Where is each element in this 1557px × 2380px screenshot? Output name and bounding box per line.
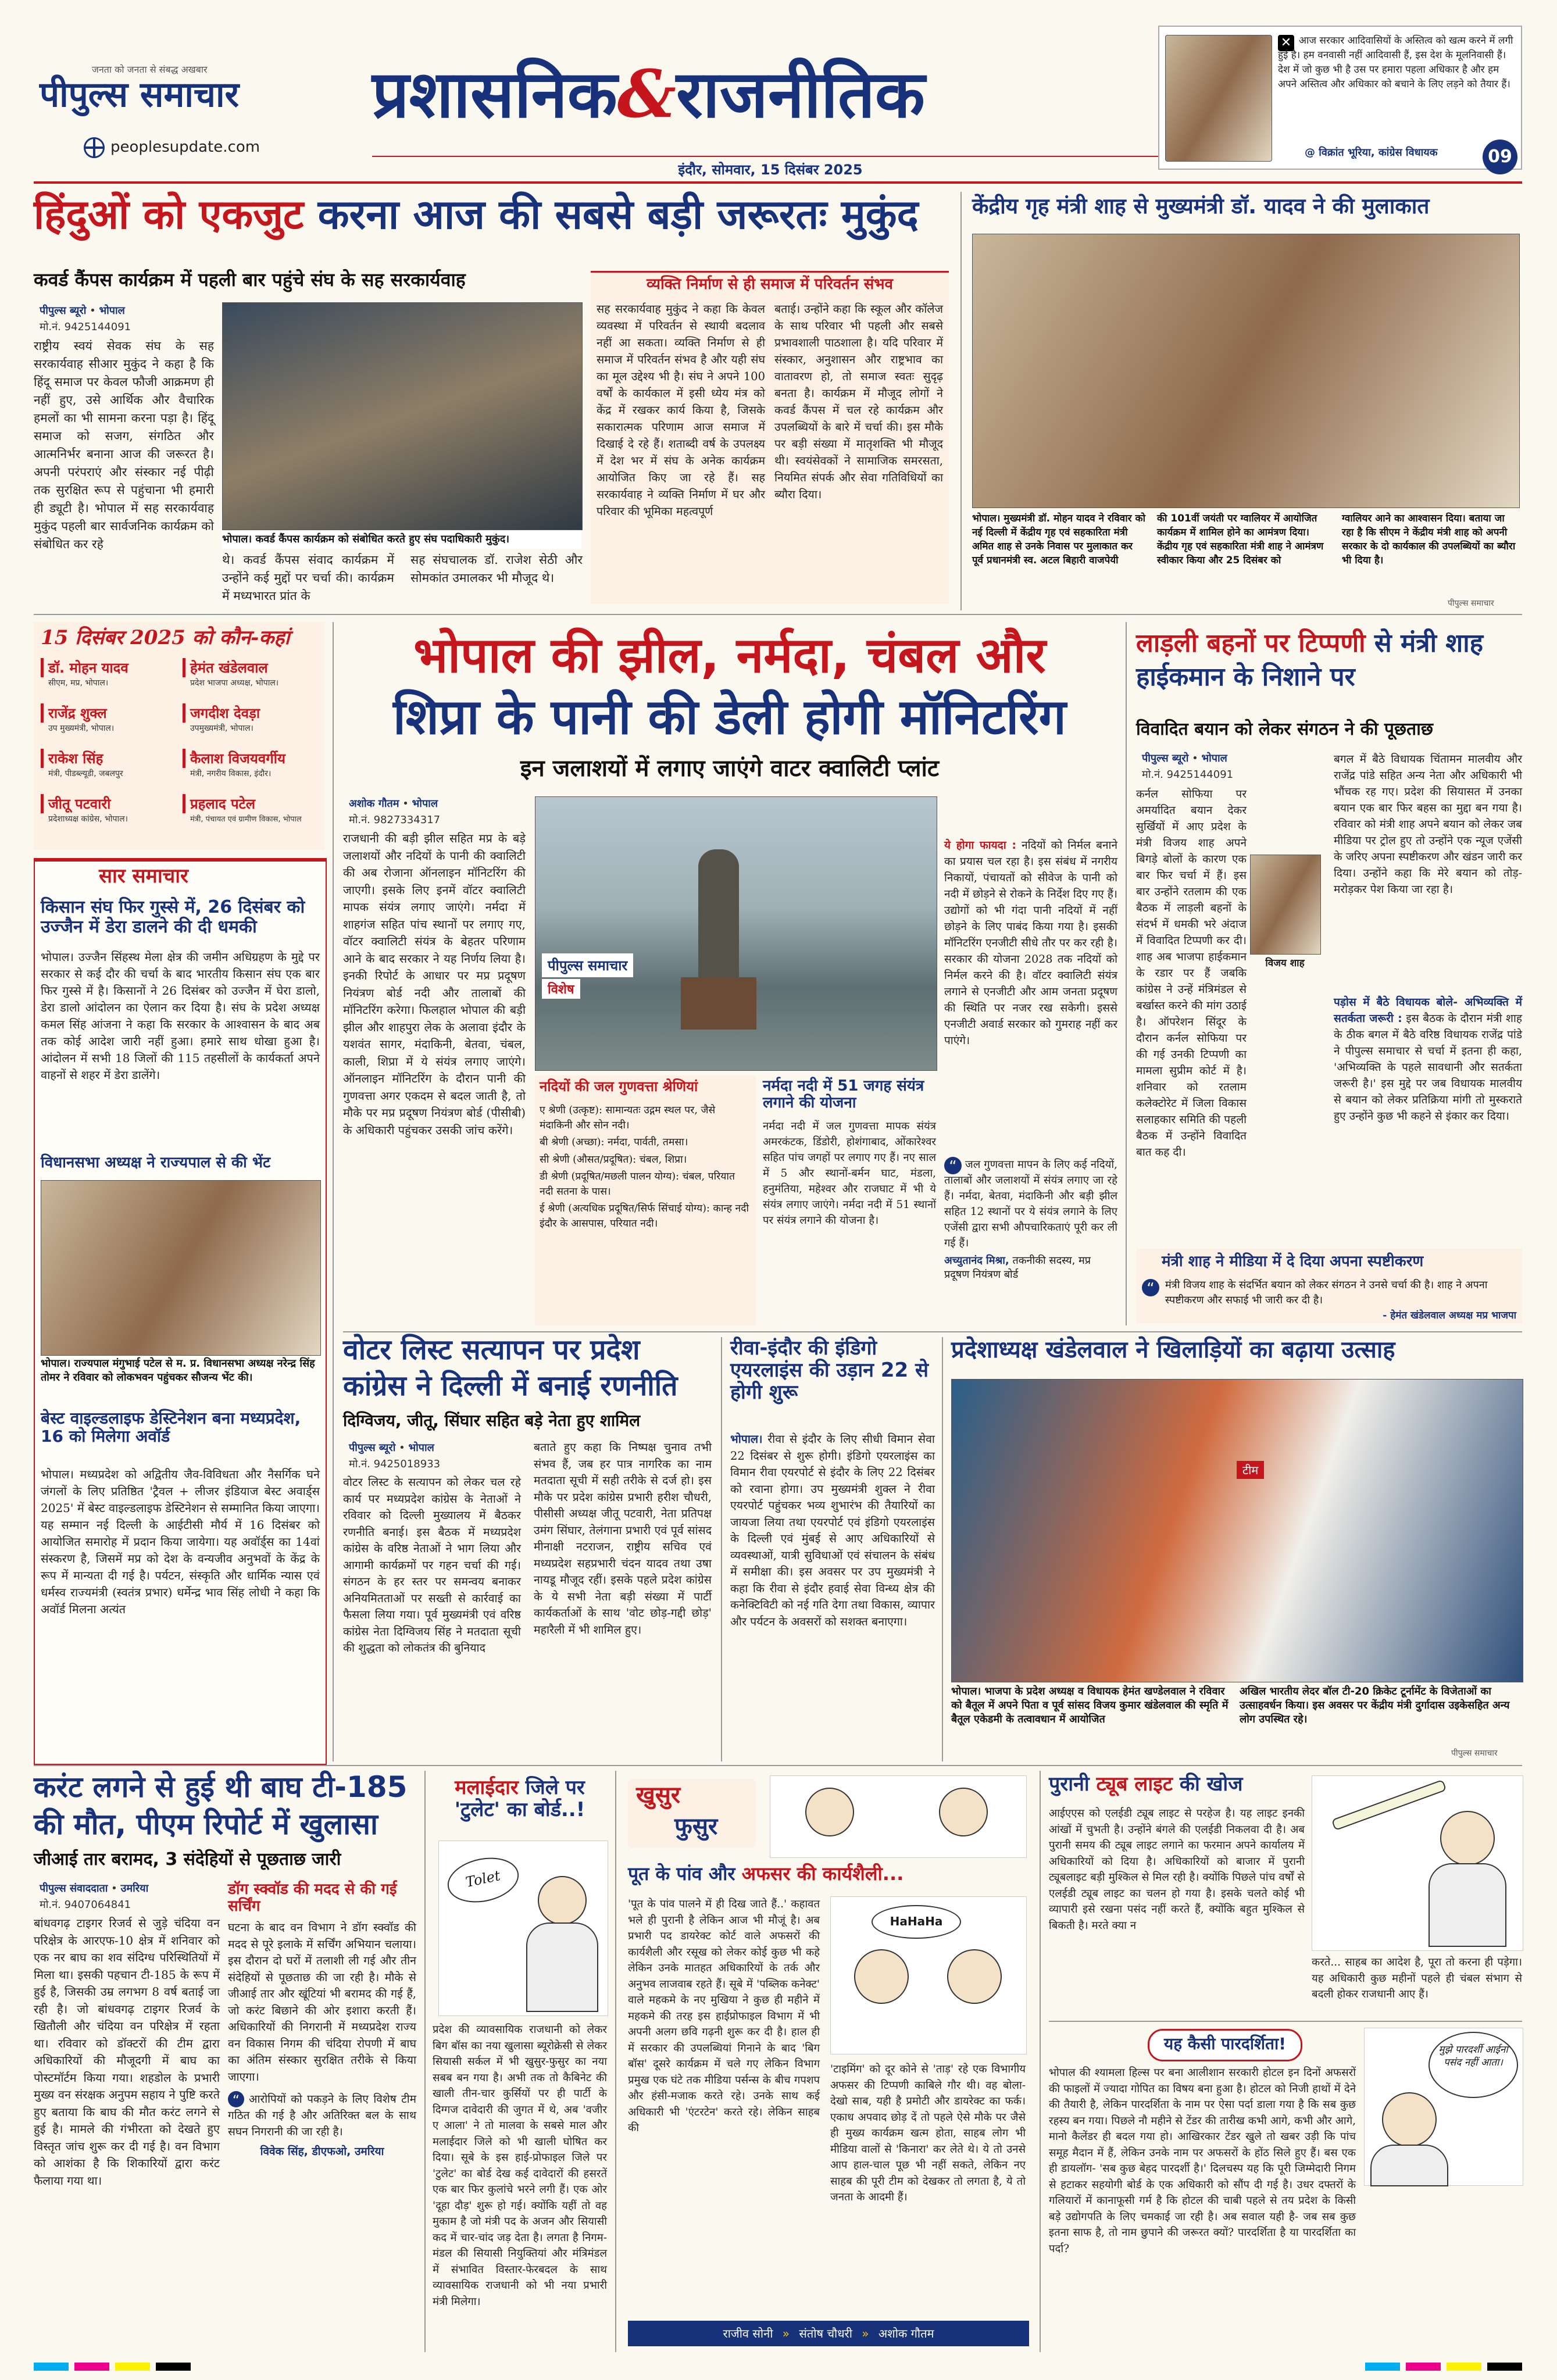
item2-headline-b: अफसर की कार्यशैली...: [741, 1863, 904, 1885]
quote-mark-icon: “: [228, 2091, 244, 2107]
lakes-quote-author-role: तकनीकी सदस्य, मप्र प्रदूषण नियंत्रण बोर्ड: [944, 1255, 1091, 1281]
divider-khusur-tubelight: [1040, 1771, 1041, 2352]
lakes-photo-brand: पीपुल्स समाचार: [548, 957, 628, 974]
reg-yellow: [115, 2363, 150, 2371]
item2-col-2: 'टाइमिंग' को दूर कोने से 'ताड़' रहे एक विभागीय अफसर की टिप्पणी काबिले गौर थी। वह बोला- देखो साब, यही है प्रमोटी और डायरेक्ट का फर्क। एकाध अपवाद छोड़ दें तो पहले ऐसे मौके पर जैसे ही मुख्य कार्यक्रम खत्म होता, साहब लोग भी मीडिया वालों से 'किनारा' कर लेते थे। ये तो उनसे आप हाल-चाल पूछ भी नहीं सकते, लेकिन नए साहब की पूरी टीम को देखकर तो लगता है, ये तो जनता के आदमी हैं।: [830, 2063, 1026, 2203]
narmada-body: नर्मदा नदी में जल गुणवत्ता मापक संयंत्र अमरकंटक, डिंडोरी, होशंगाबाद, ओंकारेश्वर सहित पांच जगहों पर लगाए गए हैं। नए साल में 5 और स्थानों-बर्मन घाट, मंडला, हनुमंतिया, महेश्वर और राजघाट में भी ये संयंत्र लगाए जाएंगे। नर्मदा नदी में 51 स्थानों पर संयंत्र लगाने की योजना है।: [763, 1120, 936, 1227]
person-name: राकेश सिंह: [41, 749, 174, 768]
speech-bubble-text: मुझे पारदर्शी आईना पसंद नहीं आता।: [1438, 2044, 1508, 2068]
section-title-amp: &: [617, 56, 676, 133]
khandelwal-caption-2: अखिल भारतीय लेदर बॉल टी-20 क्रिकेट टूर्नामेंट के विजेताओं का उत्साहवर्धन किया। इस अवसर पर केंद्रीय मंत्री दुर्गादास उइकेसहित अन्य लोग उपस्थित रहे।: [1240, 1685, 1510, 1725]
tubelight-cartoon: [1312, 1775, 1523, 1951]
ladli-sub-title: पड़ोस में बैठे विधायक बोले- अभिव्यक्ति में सतर्कता जरूरी :: [1334, 996, 1522, 1025]
pardarshita-cartoon: [1364, 2028, 1523, 2186]
divider-left-col: [333, 622, 334, 1761]
person-detail: प्रदेशाध्यक्ष कांग्रेस, भोपाल।: [48, 814, 128, 824]
section-title-part-1: प्रशासनिक: [372, 57, 617, 133]
ladli-byline-name: पीपुल्स ब्यूरो: [1142, 752, 1189, 764]
mukund-byline: पीपुल्स ब्यूरो • भोपाल: [40, 305, 125, 317]
dog-quote-box: [228, 2091, 416, 2159]
divider-lakes-ladli: [1126, 622, 1127, 1325]
person-detail: उपमुख्यमंत्री, भोपाल।: [190, 724, 253, 733]
mukund-byline-city: भोपाल: [99, 305, 125, 317]
mukund-side-box-col-2: बताई। उन्होंने कहा कि स्कूल और कॉलेज के साथ परिवार भी पहली और सबसे प्रभावशाली पाठशाला है। यदि परिवार में संस्कार, अनुशासन और राष्ट्रभाव का वातावरण हो, तो समाज स्वतः सुदृढ़ बनता है। कार्यक्रम में मौजूद लोगों ने कवर्ड कैंपस में चल रहे कार्यक्रम और उपलब्धियों के बारे में चर्चा की। इस मौके पर बड़ी संख्या में मातृशक्ति भी मौजूद थी। स्वयंसेवकों ने सामाजिक समरसता, नियमित संपर्क और सेवा गतिविधियों का ब्यौरा दिया।: [774, 302, 943, 501]
brand-tagline: जनता को जनता से संबद्ध अखबार: [92, 64, 208, 75]
tubelight-cartoon-caption: करते... साहब का आदेश है, पूरा तो करना ही पड़ेगा। यह अधिकारी कुछ महीनों पहले ही चंबल संभाग से बदली होकर राजधानी आए हैं।: [1312, 1956, 1522, 2000]
lakes-quote-author-name: अच्युतानंद मिश्रा,: [944, 1255, 1009, 1267]
voter-headline-1: वोटर लिस्ट सत्यापन पर प्रदेश: [343, 1334, 640, 1366]
khandelwal-credit: पीपुल्स समाचार: [1451, 1749, 1498, 1758]
lakes-headline-1: भोपाल की झील, नर्मदा, चंबल और: [413, 627, 1046, 684]
hahaha-text: HaHaHa: [890, 1914, 943, 1928]
person-detail: मंत्री, पीडब्ल्यूडी, जबलपुर: [48, 769, 123, 778]
ladli-sub: [1334, 994, 1522, 1124]
quote-mark-icon: “: [944, 1157, 962, 1174]
lakes-headline-2: शिप्रा के पानी की डेली होगी मॉनिटरिंग: [393, 688, 1066, 745]
tiger-byline-name: पीपुल्स संवाददाता: [40, 1882, 108, 1895]
kisan-body: भोपाल। उज्जैन सिंहस्थ मेला क्षेत्र की जमीन अधिग्रहण के मुद्दे पर सरकार से कई दौर की चर्चा के बाद भारतीय किसान संघ एक बार फिर गुस्से में है। किसानों ने 26 दिसंबर को उज्जैन में घेरा डालो, डेरा डालो आंदोलन का ऐलान कर दिया है। संघ के प्रदेश अध्यक्ष कमल सिंह आंजना ने कहा कि सरकार के आश्वासन के बाद अब तक कोई आदेश जारी नहीं हुआ। हमारे साथ धोखा हुआ है। आंदोलन में सभी 18 जिलों की 115 तहसीलों के कार्यकर्ता अपने वाहनों से शहर में डेरा डालेंगे।: [41, 950, 320, 1082]
khusur-title-2: फुसुर: [674, 1813, 718, 1840]
tiger-phone: मो.नं. 9407064841: [40, 1899, 131, 1911]
lakes-subhead: इन जलाशयों में लगाए जाएंगे वाटर क्वालिटी प्लांट: [520, 755, 940, 782]
authors-bar: [628, 2321, 1029, 2346]
dog-title: डॉग स्क्वॉड की मदद से की गई सर्चिंग: [228, 1881, 397, 1916]
ladli-subhead: विवादित बयान को लेकर संगठन ने की पूछताछ: [1136, 719, 1433, 739]
flight-body-text: रीवा से इंदौर के लिए सीधी विमान सेवा 22 दिसंबर से शुरू होगी। इंडिगो एयरलाइंस का विमान रीवा एयरपोर्ट से इंदौर के लिए 22 दिसंबर को रवाना होगा। उप मुख्यमंत्री शुक्ल ने रीवा एयरपोर्ट पहुंचकर भव्य शुभारंभ की तैयारियों का जायजा लिया तथा एयरपोर्ट एवं इंडिगो एयरलाइंस के दिल्ली एवं मुंबई से आए अधिकारियों से व्यवस्थाओं, यात्री सुविधाओं एवं संचालन के संबंध में समीक्षा की। इस अवसर पर उप मुख्यमंत्री ने कहा कि रीवा से इंदौर हवाई सेवा विन्ध्य क्षेत्र की कनेक्टिविटी को नई गति देगा तथा विकास, व्यापार और पर्यटन के अवसरों को सशक्त बनाएगा।: [730, 1432, 935, 1628]
person-6: [183, 749, 317, 779]
page-number: 09: [1483, 140, 1517, 174]
person-1: [41, 658, 174, 688]
cartoon-body-2: [1429, 1863, 1506, 1947]
cartoon-head-3: [854, 1949, 909, 2004]
mukund-side-box: [591, 271, 949, 604]
quote-text: आज सरकार आदिवासियों के अस्तित्व को खत्म करने में लगी हुई है। हम वनवासी नहीं आदिवासी हैं, इस देश के मूलनिवासी हैं। देश में जो कुछ भी है उस पर हमारा पहला अधिकार है और हम अपने अस्तित्व और अधिकार को बचाने के लिए लड़ने को तैयार हैं।: [1278, 35, 1513, 90]
lakes-phone: मो.नं. 9827334317: [349, 814, 441, 826]
benefit-label: ये होगा फायदा :: [944, 839, 1016, 852]
author-sep-icon: »: [862, 2327, 869, 2340]
person-4: [183, 703, 317, 734]
voter-phone: मो.नं. 9425018933: [349, 1458, 441, 1470]
mukund-body-3: सह संघचालक डॉ. राजेश सेठी और सोमकांत उमालकर भी मौजूद थे।: [410, 553, 583, 585]
voter-byline-name: पीपुल्स ब्यूरो: [349, 1442, 396, 1454]
tiger-subhead: जीआई तार बरामद, 3 संदेहियों से पूछताछ जारी: [34, 1849, 341, 1870]
person-name: जीतू पटवारी: [41, 794, 174, 813]
benefit-body: नदियों को निर्मल बनाने का प्रयास चल रहा है। इस संबंध में नगरीय निकायों, पंचायतों को सीवेज के पानी को नदी में छोड़ने से रोकने के निर्देश दिए गए हैं। उद्योगों को भी गंदा पानी नदियों में नहीं छोड़ने के लिए पाबंद किया गया है। इसकी मॉनिटरिंग एनजीटी सीधे तौर पर कर रही है। सरकार की योजना 2028 तक नदियों को निर्मल करने की है। वॉटर क्वालिटी संयंत्र लगाने से एनजीटी और आम जनता प्रदूषण की स्थिति पर नजर रख सकेगी। इससे एनजीटी अवार्ड सरकार को गुमराह नहीं कर पाएंगे।: [944, 839, 1117, 1047]
quote-mark-icon: “: [1142, 1279, 1159, 1296]
whos-where-title: 15 दिसंबर 2025 को कौन-कहां: [41, 626, 290, 649]
item1-cartoon: [438, 1841, 608, 2016]
x-logo-icon: ✕: [1278, 35, 1294, 51]
cartoon-head-4: [947, 1949, 1002, 2004]
ladli-headline-b: से मंत्री शाह हाईकमान के निशाने पर: [1136, 628, 1483, 692]
reg-magenta: [74, 2363, 109, 2371]
divider-mukund-shah: [960, 192, 962, 610]
reg-black-2: [1487, 2363, 1522, 2371]
cartoon-head-5: [1440, 1811, 1495, 1866]
mukund-headline: [34, 192, 958, 237]
person-5: [41, 749, 174, 779]
flight-city: भोपाल।: [730, 1432, 763, 1446]
mukund-byline-name: पीपुल्स ब्यूरो: [40, 305, 87, 317]
dateline-band: [372, 156, 1169, 184]
person-detail: मंत्री, पंचायत एवं ग्रामीण विकास, भोपाल: [190, 815, 302, 824]
person-7: [41, 794, 174, 824]
item1-headline-a: मलाईदार: [455, 1776, 519, 1799]
pardarshita-title-box: [1148, 2029, 1302, 2061]
person-detail: उप मुख्यमंत्री, भोपाल।: [48, 724, 115, 733]
person-name: डॉ. मोहन यादव: [41, 658, 174, 677]
cartoon-head-1: [805, 1788, 854, 1836]
globe-icon: [84, 137, 105, 158]
divider-row-3: [34, 1765, 1522, 1766]
lakes-body: राजधानी की बड़ी झील सहित मप्र के बड़े जलाशयों और नदियों के पानी की क्वालिटी की अब रोजाना ऑनलाइन मॉनिटरिंग की जाएगी। इसके लिए इनमें वॉटर क्वालिटी मापक संयंत्र लगाए जाएंगे। नर्मदा में शाहगंज सहित पांच स्थानों पर लगाए गए, वॉटर क्वालिटी संयंत्र के बेहतर परिणाम आने के बाद सरकार ने यह निर्णय लिया है। इनकी रिपोर्ट के आधार पर मप्र प्रदूषण नियंत्रण बोर्ड नदी और तालाबों की मॉनिटरिंग करेगा। फिलहाल भोपाल की बड़ी झील और शाहपुरा लेक के अलावा इंदौर के यशवंत सागर, मंदाकिनी, बेतवा, चंबल, काली, शिप्रा में ये संयंत्र लगाए जाएंगे। ऑनलाइन मॉनिटरिंग के दौरान पानी की गुणवत्ता अगर एकदम से बदल जाती है, तो मौके पर मप्र प्रदूषण नियंत्रण बोर्ड (पीसीबी) के अधिकारी पहुंचकर उसकी जांच करेंगे।: [343, 831, 526, 1137]
ladli-body-2: बगल में बैठे विधायक चिंतामन मालवीय और राजेंद्र पांडे सहित अन्य नेता और अधिकारी भी भौंचक रह गए। प्रदेश की सियासत में उनका बयान एक बार फिर बहस का मुद्दा बन गया है। रविवार को मंत्री शाह अपने बयान को लेकर जब मीडिया पर ट्रोल हुए तो उन्होंने एक न्यूज एजेंसी के जरिए अपना स्पष्टीकरण और खंडन जारी कर दिया। उन्होंने कहा कि मेरे बयान को तोड़-मरोड़कर पेश किया जा रहा है।: [1334, 753, 1522, 896]
wildlife-headline: बेस्ट वाइल्डलाइफ डेस्टिनेशन बना मध्यप्रदेश, 16 को मिलेगा अवॉर्ड: [41, 1409, 301, 1446]
category-b: बी श्रेणी (अच्छा): नर्मदा, पार्वती, तमसा।: [540, 1137, 688, 1148]
divider-row-1: [34, 614, 1522, 615]
person-name: जगदीश देवड़ा: [183, 703, 317, 723]
voter-body-1: वोटर लिस्ट के सत्यापन को लेकर चल रहे कार्य पर मध्यप्रदेश कांग्रेस के नेताओं ने रविवार को दिल्ली मुख्यालय में बैठकर रणनीति बनाई। इस बैठक में मध्यप्रदेश कांग्रेस के वरिष्ठ नेताओं ने भाग लिया और आगामी कार्यक्रमों पर गहन चर्चा की गई। संगठन के हर स्तर पर समन्वय बनाकर अनियमितताओं पर सख्ती से कार्रवाई का फैसला लिया गया। पूर्व मुख्यमंत्री एवं वरिष्ठ कांग्रेस नेता दिग्विजय सिंह ने मतदाता सूची की शुद्धता को लोकतंत्र की बुनियाद: [343, 1475, 521, 1654]
saar-box: [34, 858, 327, 1765]
khusur-cartoon: [770, 1775, 1027, 1858]
categories-title: नदियों की जल गुणवत्ता श्रेणियां: [540, 1078, 698, 1095]
ladli-media-author: - हेमंत खंडेलवाल अध्यक्ष मप्र भाजपा: [1383, 1310, 1516, 1321]
lakes-photo-label: [542, 953, 633, 977]
voter-byline-city: भोपाल: [408, 1442, 434, 1454]
tiger-dog-box: [228, 1881, 416, 2346]
mukund-body-2: थे। कवर्ड कैंपस संवाद कार्यक्रम में उन्होंने कई मुद्दों पर चर्चा की। कार्यक्रम में मध्यभारत प्रांत के: [222, 553, 394, 603]
quote-author-photo: [1165, 35, 1272, 162]
ladli-byline: पीपुल्स ब्यूरो • भोपाल: [1142, 752, 1227, 764]
tiger-body: बांधवगढ़ टाइगर रिजर्व से जुड़े चंदिया वन परिक्षेत्र के आरएफ-10 क्षेत्र में शनिवार को एक नर बाघ का शव संदिग्ध परिस्थितियों में मिला था। इसकी पहचान टी-185 के रूप में हुई है, जिसकी उम्र लगभग 8 वर्ष बताई जा रही है। जो बांधवगढ़ टाइगर रिजर्व के खितौली और चंदिया वन परिक्षेत्र में रहता था। रविवार को डॉक्टरों की टीम द्वारा अधिकारियों की मौजूदगी में बाघ का पोस्टमॉर्टम किया गया। शहडोल के प्रभारी मुख्य वन संरक्षक अनुपम सहाय ने पुष्टि करते हुए बताया कि बाघ की मौत करंट लगने से हुई है। मामले की गंभीरता को देखते हुए विस्तृत जांच शुरू कर दी गई है। वन विभाग को आशंका है कि शिकारियों द्वारा करंट फैलाया गया था।: [34, 1916, 220, 2188]
cartoon-body: [526, 1922, 598, 2012]
mukund-subhead: कवर्ड कैंपस कार्यक्रम में पहली बार पहुंचे संघ के सह सरकार्यवाह: [34, 269, 466, 291]
mukund-phone: मो.नं. 9425144091: [40, 321, 131, 333]
shah-caption-3: ग्वालियर आने का आश्वासन दिया। बताया जा रहा है कि सीएम ने केंद्रीय मंत्री शाह को अपनी सरकार के दो कार्यकाल की उपलब्धियों का ब्यौरा भी दिया है।: [1342, 513, 1516, 566]
quote-box: [1158, 26, 1522, 170]
item1-headline: [433, 1777, 607, 1821]
shah-headline: केंद्रीय गृह मंत्री शाह से मुख्यमंत्री डॉ. यादव ने की मुलाकात: [972, 194, 1430, 219]
voter-byline: पीपुल्स ब्यूरो • भोपाल: [349, 1442, 434, 1454]
registration-bar: [34, 2363, 1522, 2372]
categories-list: [540, 1103, 751, 1231]
speaker-headline: विधानसभा अध्यक्ष ने राज्यपाल से की भेंट: [41, 1154, 271, 1171]
website-link[interactable]: peoplesupdate.com: [110, 138, 260, 156]
khandelwal-headline: प्रदेशाध्यक्ष खंडेलवाल ने खिलाड़ियों का बढ़ाया उत्साह: [951, 1336, 1395, 1363]
mukund-side-box-col-1: सह सरकार्यवाह मुकुंद ने कहा कि केवल व्यवस्था में परिवर्तन से स्थायी बदलाव नहीं आ सकता। व्यक्ति निर्माण से ही समाज में परिवर्तन संभव है और यही संघ का मूल उद्देश्य भी है। संघ ने अपने 100 वर्षों के कार्यकाल में इसी ध्येय मंत्र को केंद्र में रखकर कार्य किया है, जिसके सकारात्मक परिणाम आज समाज में दिखाई दे रहे हैं। शताब्दी वर्ष के उपलक्ष्य में देश भर में संघ के अनेक कार्यक्रम आयोजित किए जा रहे हैं। सह सरकार्यवाह ने व्यक्ति निर्माण में घर और परिवार की भूमिका महत्वपूर्ण: [597, 302, 765, 518]
lakes-quote-body: जल गुणवत्ता मापन के लिए कई नदियों, तालाबों और जलाशयों में संयंत्र लगाए जा रहे हैं। नर्मदा, बेतवा, मंदाकिनी और बड़ी झील सहित 12 स्थानों पर ये संयंत्र लगाने के लिए एजेंसी द्वारा सभी औपचारिकताएं पूरी कर ली गई हैं।: [944, 1159, 1117, 1249]
author-3: अशोक गौतम: [878, 2327, 934, 2340]
divider-khusur-inner: [615, 1771, 616, 2352]
lakes-quote: [944, 1157, 1117, 1281]
item1-body: प्रदेश की व्यावसायिक राजधानी को लेकर बिग बॉस का नया खुलासा ब्यूरोक्रेसी से लेकर सियासी सर्कल में भी खुसुर-फुसुर का नया सबब बन गया है। अभी तक तो कैबिनेट की खाली तीन-चार कुर्सियों पर ही पार्टी के दिग्गज दावेदारी की जुगत में थे, अब 'वजीर ए आला' ने तो मालवा के सबसे माल और मलाईदार जिले को भी खाली घोषित कर दिया। सूबे के इस हाई-प्रोफाइल जिले पर 'टुलेट' का बोर्ड देख कई दावेदारों की हसरतें एक बार फिर कुलांचे भरने लगी हैं। एक ओर 'दूहा दौड़' शुरू हो गई। क्योंकि यहीं तो वह मुकाम है जो मंत्री पद के अजन और सियासी कद में चार-चांद जड़ देता है। लगता है निगम-मंडल की सियासी नियुक्तियां और मंत्रिमंडल में संभावित विस्तार-फेरबदल के साथ व्यावसायिक राजधानी को भी नया प्रभारी मंत्री मिलेगा।: [433, 2024, 607, 2308]
khusur-title-1: खुसुर: [636, 1782, 681, 1809]
mukund-photo: [222, 302, 583, 530]
category-a: ए श्रेणी (उत्कृष्ट): सामान्यतः उद्गम स्थल पर, जैसे मंदाकिनी और सोन नदी।: [540, 1105, 716, 1131]
ladli-byline-city: भोपाल: [1201, 752, 1227, 764]
tolet-text: Tolet: [464, 1867, 502, 1891]
lakes-byline: अशोक गौतम • भोपाल: [349, 798, 438, 810]
divider-tubelight-pardarshita: [1049, 2021, 1522, 2022]
item2-cartoon: [830, 1896, 1027, 2054]
cartoon-figure: [538, 1876, 587, 1925]
tube-light-shape: [1331, 1779, 1447, 1831]
person-name: राजेंद्र शुक्ल: [41, 703, 174, 723]
narmada-box: [763, 1075, 936, 1325]
shah-photo: [972, 234, 1520, 508]
person-name: प्रहलाद पटेल: [183, 794, 317, 813]
divider-flight-khandelwal: [942, 1337, 943, 1761]
category-e: ई श्रेणी (अत्यधिक प्रदूषित/सिर्फ सिंचाई योग्य): कान्ह नदी इंदौर के आसपास, परियात नदी।: [540, 1203, 749, 1230]
lakes-photo-tag: विशेष: [542, 979, 580, 999]
lakes-byline-city: भोपाल: [412, 798, 438, 810]
item2-col-1: 'पूत के पांव पालने में ही दिख जाते हैं..' कहावत भले ही पुरानी है लेकिन आज भी मौजूं है। अब प्रभारी पद डायरेक्ट कोर्ट वाले अफसरों की कार्यशैली और रसूख को लेकर कोई कुछ भी कहे लेकिन उनके मातहत अधिकारियों के तर्क और अनुभव लाजवाब रहते हैं। सूबे में 'पब्लिक कनेक्ट' वाले महकमे के नए मुखिया ने कुछ ही महीने में महकमे की तरह इस हाईप्रोफाइल विभाग में भी अपनी अलग छवि गढ़नी शुरू कर दी है। हाल ही में सरकार की उपलब्धियां गिनाने के बाद 'बिग बॉस' दूसरे कार्यक्रम में चले गए लेकिन विभाग प्रमुख एक घंटे तक मीडिया पर्सन्स के बीच गपशप और हंसी-मजाक करते रहे। उनके साथ कई अधिकारी भी 'एंटरटेन' करते रहे। लेकिन साहब की: [628, 1898, 820, 2134]
person-name: हेमंत खंडेलवाल: [183, 658, 317, 677]
tiger-headline-2: की मौत, पीएम रिपोर्ट में खुलासा: [34, 1807, 378, 1841]
ladli-body-1: कर्नल सोफिया पर अमर्यादित बयान देकर सुर्खियों में आए प्रदेश के मंत्री विजय शाह अपने बिगड़े बोलों के कारण एक बार फिर चर्चा में हैं। इस बार उन्होंने रतलाम की एक बैठक में लाड़ली बहनों के संदर्भ में धमकी भरे अंदाज में विवादित टिप्पणी कर दी। शाह अब भाजपा हाईकमान के रडार पर हैं जबकि कांग्रेस ने उन्हें मंत्रिमंडल से बर्खास्त करने की मांग उठाई है। ऑपरेशन सिंदूर के दौरान कर्नल सोफिया पर की गई उनकी टिप्पणी का मामला सुप्रीम कोर्ट में है। शनिवार को रतलाम कलेक्टोरेट में जिला विकास सलाहकार समिति की पहली बैठक में उन्होंने विवादित बात कह दी।: [1136, 788, 1247, 1159]
cartoon-head-2: [939, 1788, 988, 1836]
reg-yellow-2: [1447, 2363, 1481, 2371]
brand-name: पीपुल्स समाचार: [40, 74, 240, 115]
whos-where-box: [34, 622, 324, 850]
mukund-side-box-title: व्यक्ति निर्माण से ही समाज में परिवर्तन संभव: [646, 276, 894, 293]
speaker-photo: [41, 1180, 321, 1356]
kisan-headline: किसान संघ फिर गुस्से में, 26 दिसंबर को उज्जैन में डेरा डालने की दी धमकी: [41, 897, 305, 937]
tubelight-body: आईएएस को एलईडी ट्यूब लाइट से परहेज है। यह लाइट इनकी आंखों में चुभती है। उन्होंने बंगले की एलईडी निकलवा दी है। अब पुरानी समय की ट्यूब लाइट लगाने का फरमान अपने कार्यालय में अधिकारियों को दिया है। अधिकारियों को बाजार में पुरानी ट्यूबलाइट बड़ी मुश्किल से मिल रही है। क्योंकि पिछले पांच वर्षों से एलईडी ट्यूब लाइट का चलन हो गया है। इसके चलते कोई भी व्यापारी इसे रखना पसंद नहीं करते हैं, क्योंकि बहुत मुश्किल से बिकती है। मरते क्या न: [1049, 1807, 1305, 1932]
flight-headline: रीवा-इंदौर की इंडिगो एयरलाइंस की उड़ान 22 से होगी शुरू: [730, 1336, 929, 1405]
shah-caption-2: की 101वीं जयंती पर ग्वालियर में आयोजित कार्यक्रम में शामिल होने का आमंत्रण दिया। केंद्रीय गृह एवं सहकारिता मंत्री शाह ने आमंत्रण स्वीकार किया और 25 दिसंबर को: [1157, 513, 1324, 566]
ladli-media-body: मंत्री विजय शाह के संदर्भित बयान को लेकर संगठन ने उनसे चर्चा की है। शाह ने अपना स्पष्टीकरण और सफाई भी जारी कर दी है।: [1165, 1279, 1488, 1306]
team-banner: टीम: [1237, 1461, 1264, 1479]
tubelight-headline-a: पुरानी: [1049, 1773, 1090, 1796]
dog-quote-author: विवेक सिंह, डीएफओ, उमरिया: [260, 2145, 384, 2159]
item1-headline-b: जिले पर 'टुलेट' का बोर्ड..!: [454, 1776, 585, 1822]
khusur-logo: [628, 1779, 756, 1847]
voter-body-2: बताते हुए कहा कि निष्पक्ष चुनाव तभी संभव हैं, जब हर पात्र नागरिक का नाम मतदाता सूची में सही तरीके से दर्ज हो। इस मौके पर प्रदेश कांग्रेस प्रभारी हरीश चौधरी, पीसीसी अध्यक्ष जीतू पटवारी, नेता प्रतिपक्ष उमंग सिंघार, तेलंगाना प्रभारी एवं पूर्व सांसद मीनाक्षी नटराजन, राष्ट्रीय सचिव एवं मध्यप्रदेश सहप्रभारी चंदन यादव तथा उषा नायडू मौजूद रहीं। इसके पहले प्रदेश कांग्रेस के ये सभी नेता बड़ी संख्या में पार्टी कार्यकर्ताओं के साथ 'वोट छोड़-गद्दी छोड़' महारैली में भी शामिल हुए।: [534, 1441, 712, 1636]
flight-body: [730, 1431, 935, 1630]
ladli-media-title: मंत्री शाह ने मीडिया में दे दिया अपना स्पष्टीकरण: [1162, 1253, 1424, 1270]
lakes-photo: [535, 796, 937, 1071]
ladli-photo-name: विजय शाह: [1265, 957, 1305, 969]
narmada-title: नर्मदा नदी में 51 जगह संयंत्र लगाने की योजना: [763, 1077, 924, 1112]
category-c: सी श्रेणी (औसत/प्रदूषित): चंबल, शिप्रा।: [540, 1153, 687, 1166]
mukund-headline-b: करना आज की सबसे बड़ी जरूरतः मुकुंद: [317, 191, 919, 238]
person-detail: प्रदेश भाजपा अध्यक्ष, भोपाल।: [190, 678, 279, 688]
reg-cyan: [34, 2363, 69, 2371]
cartoon-head-6: [1382, 2092, 1437, 2147]
person-detail: मंत्री, नगरीय विकास, इंदौर।: [190, 769, 272, 778]
item2-headline-a: पूत के पांव और: [628, 1863, 735, 1885]
quote-author: @ विक्रांत भूरिया, कांग्रेस विधायक: [1305, 146, 1438, 159]
ladli-phone: मो.नं. 9425144091: [1142, 769, 1234, 781]
lakes-benefit: [944, 837, 1117, 1049]
person-8: [183, 794, 317, 824]
tolet-sign: [444, 1852, 523, 1909]
reg-cyan-2: [1365, 2363, 1400, 2371]
categories-box: [535, 1075, 756, 1325]
lakes-byline-name: अशोक गौतम: [349, 798, 399, 810]
tubelight-headline: [1049, 1773, 1305, 1795]
ladli-photo: [1250, 855, 1321, 955]
section-title: [372, 58, 925, 131]
statue-shape: [698, 849, 739, 983]
person-2: [183, 658, 317, 688]
shah-credit: पीपुल्स समाचार: [1448, 599, 1494, 608]
person-3: [41, 703, 174, 734]
masthead-rule: [34, 181, 1522, 184]
mukund-photo-caption: भोपाल। कवर्ड कैंपस कार्यक्रम को संबोधित करते हुए संघ पदाधिकारी मुकुंद।: [222, 530, 581, 549]
divider-tiger-khusur: [424, 1771, 426, 2352]
statue-base: [681, 977, 756, 1030]
reg-magenta-2: [1406, 2363, 1441, 2371]
khandelwal-caption-1: भोपाल। भाजपा के प्रदेश अध्यक्ष व विधायक हेमंत खण्डेलवाल ने रविवार को बैतूल में अपने पिता व पूर्व सांसद विजय कुमार खंडेलवाल की स्मृति में बैतूल एकेडमी के तत्वावधान में आयोजित: [951, 1685, 1229, 1725]
ladli-media-box: [1136, 1249, 1522, 1323]
person-detail: सीएम, मप्र, भोपाल।: [48, 678, 109, 688]
lakes-benefit-text: [944, 837, 1117, 1049]
tiger-headline-1: करंट लगने से हुई थी बाघ टी-185: [34, 1770, 408, 1804]
tubelight-headline-c: की खोज: [1179, 1773, 1243, 1796]
author-1: राजीव सोनी: [723, 2327, 773, 2340]
section-title-part-2: राजनीतिक: [676, 57, 925, 133]
category-d: डी श्रेणी (प्रदूषित/मछली पालन योग्य): चंबल, परियात नदी सतना के पास।: [540, 1171, 735, 1198]
divider-row-2: [343, 1331, 1522, 1332]
shah-caption-1: भोपाल। मुख्यमंत्री डॉ. मोहन यादव ने रविवार को नई दिल्ली में केंद्रीय गृह एवं सहकारिता मंत्री अमित शाह से उनके निवास पर मुलाकात कर पूर्व प्रधानमंत्री स्व. अटल बिहारी वाजपेयी: [972, 513, 1145, 566]
author-2: संतोष चौधरी: [799, 2327, 852, 2340]
mukund-headline-a: हिंदुओं को एकजुट: [34, 191, 304, 238]
mukund-body-1: राष्ट्रीय स्वयं सेवक संघ के सह सरकार्यवाह सीआर मुकुंद ने कहा है कि हिंदू समाज पर केवल फौजी आक्रमण ही नहीं हुए, उसे आर्थिक और वैचारिक हमलों का भी सामना करना पड़ा है। हिंदू समाज को सजग, संगठित और आत्मनिर्भर बनाना आज की जरूरत है। अपनी परंपराएं और संस्कार नई पीढ़ी तक सुरक्षित रूप से पहुंचाना भी हमारी ही ड्यूटी है। भोपाल में सह सरकार्यवाह मुकुंद पहली बार सार्वजनिक कार्यक्रम को संबोधित कर रहे: [34, 339, 214, 551]
hahaha-bubble: [872, 1905, 961, 1939]
ladli-sub-body: इस बैठक के दौरान मंत्री शाह के ठीक बगल में बैठे वरिष्ठ विधायक राजेंद्र पांडे ने पीपुल्स समाचार से चर्चा में इतना ही कहा, 'अभिव्यक्ति के पहले सावधानी और सतर्कता जरूरी है।' इस मुद्दे पर जब विधायक मालवीय से बयान को लेकर प्रतिक्रिया मांगी तो मुस्कराते हुए उन्होंने कुछ भी कहने से इंकार कर दिया।: [1334, 1012, 1522, 1123]
pardarshita-body: भोपाल की श्यामला हिल्स पर बना आलीशान सरकारी होटल इन दिनों अफसरों की फाइलों में ज्यादा गोपित का विषय बना हुआ है। होटल को निजी हाथों में देने की तैयारी है, लेकिन पारदर्शिता के नाम पर ऐसा पर्दा डाला गया है कि सब कुछ रहस्य बन गया। पिछले नौ महीने से टेंडर की तारीख कभी आगे, कभी और आगे, मानो कैलेंडर ही बदल गया हो। आखिरकार टेंडर खुले तो खबर उड़ी कि पांच समूह मैदान में हैं, लेकिन उनके नाम पर अफसरों के होंठ सिले हुए हैं। बस एक ही डायलॉग- 'सब कुछ बेहद पारदर्शी है।' दिलचस्प यह कि पूरी जिम्मेदारी निगम से हटाकर सहयोगी बोर्ड के एक अधिकारी को सौंप दी गई है। उधर दफ्तरों के गलियारों में कानाफूसी गर्म है कि होटल की चाबी पहले से तय प्रदेश के किसी बड़े उद्योगपति के लिए चमकाई जा रही है। अब सवाल यही है- जब सब कुछ इतना साफ है, तो नाम छुपाने की जरूरत क्यों? पारदर्शिता है या पारदर्शिता का पर्दा?: [1049, 2067, 1356, 2255]
tubelight-headline-b: ट्यूब लाइट: [1096, 1773, 1173, 1796]
person-name: कैलाश विजयवर्गीय: [183, 749, 317, 768]
lakes-quote-author: [944, 1253, 1117, 1281]
voter-headline-2: कांग्रेस ने दिल्ली में बनाई रणनीति: [343, 1370, 678, 1402]
speaker-caption: भोपाल। राज्यपाल मंगुभाई पटेल से म. प्र. विधानसभा अध्यक्ष नरेन्द्र सिंह तोमर ने रविवार को लोकभवन पहुंचकर सौजन्य भेंट की।: [41, 1357, 315, 1384]
khandelwal-photo: [951, 1379, 1523, 1682]
voter-subhead: दिग्विजय, जीतू, सिंघार सहित बड़े नेता हुए शामिल: [343, 1411, 641, 1430]
cartoon-body-3: [1370, 2145, 1448, 2186]
dog-quote: आरोपियों को पकड़ने के लिए विशेष टीम गठित की गई है और अतिरिक्त बल के साथ सघन निगरानी की जा रही है।: [228, 2093, 416, 2139]
tiger-byline: पीपुल्स संवाददाता • उमरिया: [40, 1882, 149, 1895]
khusur-section: [433, 1771, 1031, 2352]
saar-title: सार समाचार: [99, 864, 188, 888]
ladli-headline-a: लाड़ली बहनों पर टिप्पणी: [1136, 628, 1366, 658]
item2-headline: [628, 1864, 1029, 1885]
reg-black: [156, 2363, 191, 2371]
author-sep-icon: »: [782, 2327, 790, 2340]
dateline: इंदौर, सोमवार, 15 दिसंबर 2025: [678, 162, 863, 178]
ladli-headline: [1136, 627, 1522, 694]
pardarshita-title: यह कैसी पारदर्शिता!: [1163, 2034, 1287, 2053]
tiger-byline-city: उमरिया: [120, 1882, 149, 1895]
divider-voter-flight: [721, 1337, 722, 1761]
dog-body: घटना के बाद वन विभाग ने डॉग स्क्वॉड की मदद से पूरे इलाके में सर्चिंग अभियान चलाया। इस दौरान दो घरों में तलाशी ली गई और तीन संदेहियों से पूछताछ की जा रही है। मौके से जीआई तार और खूंटियां भी बरामद की गई हैं, जो करंट बिछाने की ओर इशारा करती हैं। अधिकारियों की निगरानी में मध्यप्रदेश राज्य वन विकास निगम की चंदिया रोपणी में बाघ का अंतिम संस्कार सुरक्षित तरीके से किया जाएगा।: [228, 1921, 416, 2084]
speech-bubble: [1429, 2032, 1518, 2098]
wildlife-body: भोपाल। मध्यप्रदेश को अद्वितीय जैव-विविधता और नैसर्गिक घने जंगलों के लिए प्रतिष्ठित 'ट्रैवल + लीजर इंडियाज बेस्ट अवार्ड्स 2025' में बेस्ट वाइल्डलाइफ डेस्टिनेशन से सम्मानित किया जाएगा। यह सम्मान नई दिल्ली के आईटीसी मौर्य में 16 दिसंबर को आयोजित समारोह में प्रदान किया जायेगा। यह अवॉर्ड्स का 14वां संस्करण है, जिसमें मप्र को देश के वन्यजीव अनुभवों के केंद्र के रूप में मान्यता दी गई है। पर्यटन, संस्कृति और धार्मिक न्यास एवं धर्मस्व राज्यमंत्री (स्वतंत्र प्रभार) धर्मेन्द्र भाव सिंह लोधी ने कहा कि अवॉर्ड मिलना अत्यंत: [41, 1467, 320, 1616]
